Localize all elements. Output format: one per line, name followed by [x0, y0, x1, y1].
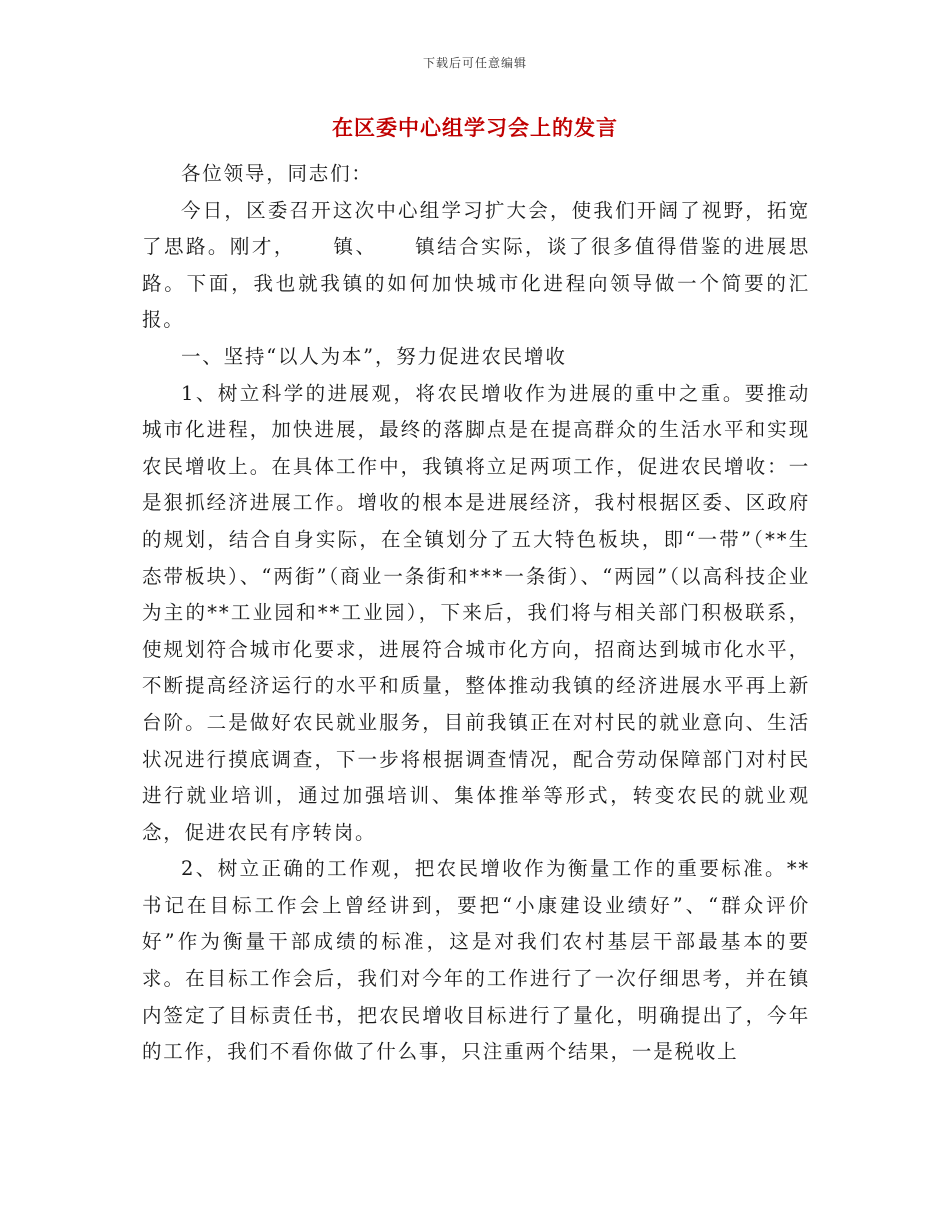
header-note: 下载后可任意编辑: [422, 56, 527, 70]
paragraph-1: 1、树立科学的进展观，将农民增收作为进展的重中之重。要推动城市化进程，加快进展，最终的落脚点是在提高群众的生活水平和实现农民增收上。在具体工作中，我镇将立足两项工作，促进农民增收：一是狠抓经济进展工作。增收的根本是进展经济，我村根据区委、区政府的规划，结合自身实际，在全镇划分了五大特色板块，即“一带”（**生态带板块）、“两街”（商业一条街和***一条街）、“两园”（以高科技企业为主的**工业园和**工业园），下来后，我们将与相关部门积极联系，使规划符合城市化要求，进展符合城市化方向，招商达到城市化水平，不断提高经济运行的水平和质量，整体推动我镇的经济进展水平再上新台阶。二是做好农民就业服务，目前我镇正在对村民的就业意向、生活状况进行摸底调查，下一步将根据调查情况，配合劳动保障部门对村民进行就业培训，通过加强培训、集体推举等形式，转变农民的就业观念，促进农民有序转岗。: [142, 381, 810, 844]
intro-text-part2: 镇、: [332, 235, 378, 259]
paragraph-2: 2、树立正确的工作观，把农民增收作为衡量工作的重要标准。**书记在目标工作会上曾经讲到，要把“小康建设业绩好”、“群众评价好”作为衡量干部成绩的标准，这是对我们农村基层干部最基本的要求。在目标工作会后，我们对今年的工作进行了一次仔细思考，并在镇内签定了目标责任书，把农民增收目标进行了量化，明确提出了，今年的工作，我们不看你做了什么事，只注重两个结果，一是税收上: [142, 857, 810, 1064]
section-heading: 一、坚持“以人为本”，努力促进农民增收: [181, 344, 567, 368]
document-title: 在区委中心组学习会上的发言: [332, 115, 618, 140]
intro-paragraph: [142, 193, 810, 339]
intro-text-part3: 镇结合实际，谈了很多值得借鉴的进展思路。下面，我也就我镇的如何加快城市化进程向领导做一个简要的汇报。: [142, 235, 810, 332]
document-body: [142, 156, 810, 1071]
salutation: 各位领导，同志们：: [181, 162, 373, 185]
intro-text-part1: 今日，区委召开这次中心组学习扩大会，使我们开阔了视野，拓宽了思路。刚才，: [142, 198, 810, 259]
